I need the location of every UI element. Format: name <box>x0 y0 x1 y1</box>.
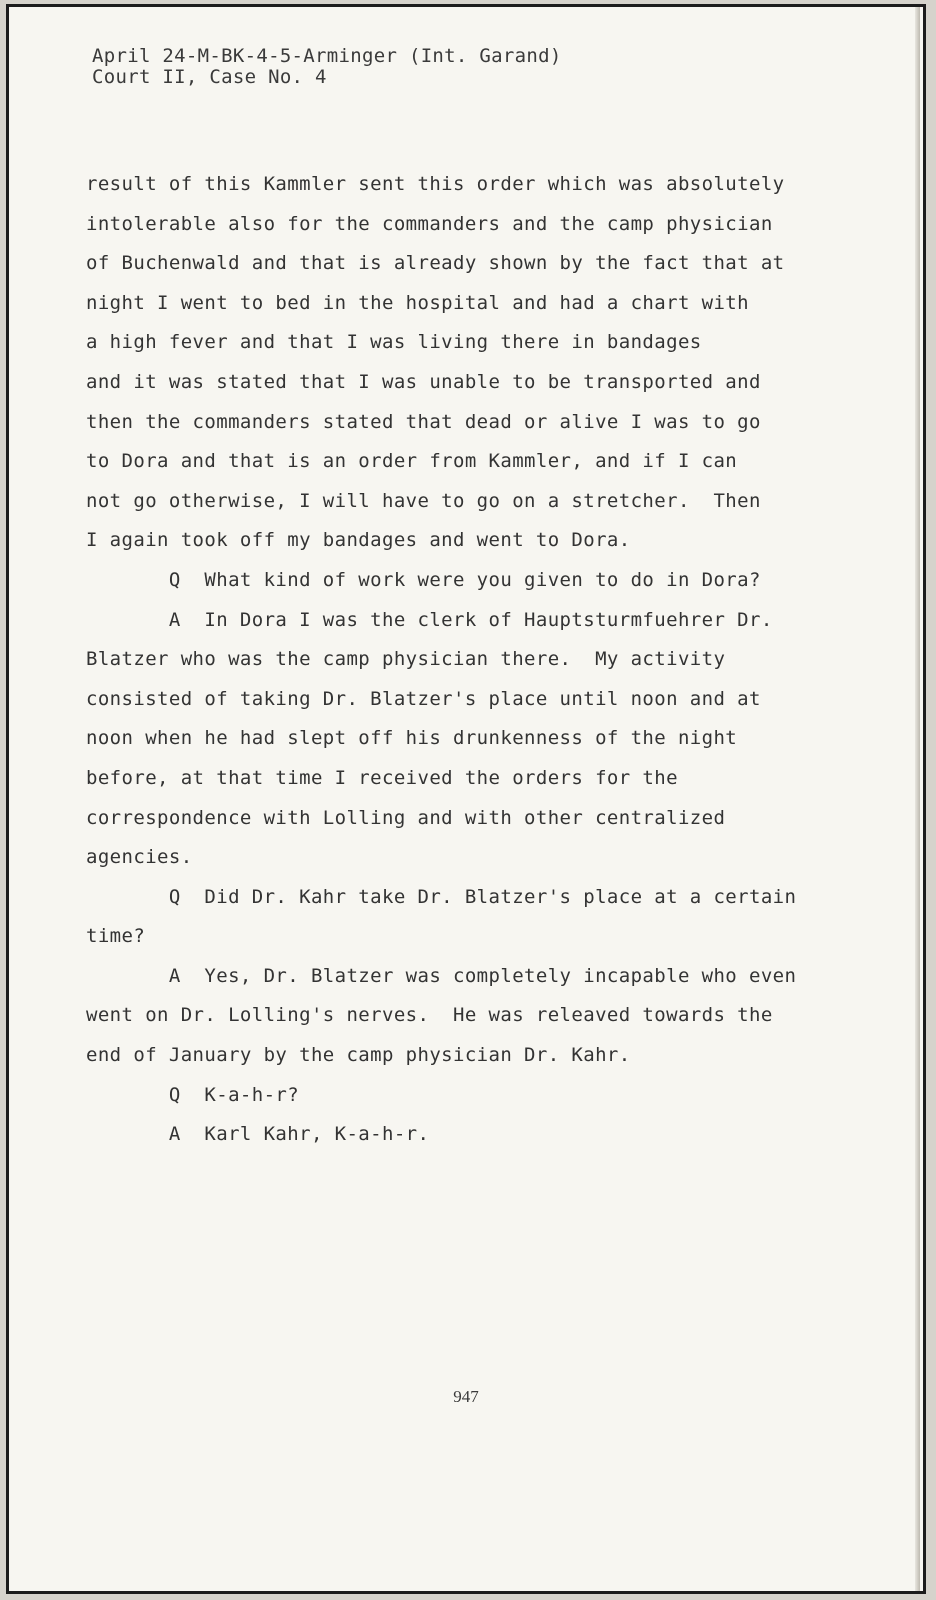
text-line: of Buchenwald and that is already shown by the fact that at <box>86 252 785 275</box>
text-line: noon when he had slept off his drunkenness of the night <box>86 727 738 750</box>
text-line: night I went to bed in the hospital and had a chart with <box>86 291 749 314</box>
text-line: consisted of taking Dr. Blatzer's place until noon and at <box>86 687 761 710</box>
text-line: I again took off my bandages and went to Dora. <box>86 529 631 552</box>
header-court-line: Court II, Case No. 4 <box>92 66 327 88</box>
text-line: result of this Kammler sent this order which was absolutely <box>86 173 785 195</box>
text-line: agencies. <box>86 846 193 869</box>
answer-line: A In Dora I was the clerk of Hauptsturmfuehrer Dr. <box>86 608 773 631</box>
question-line: Q K-a-h-r? <box>86 1083 300 1106</box>
answer-line: A Yes, Dr. Blatzer was completely incapable who even <box>86 964 797 987</box>
text-line: and it was stated that I was unable to be transported and <box>86 370 761 393</box>
document-page <box>6 4 926 1594</box>
text-line: Blatzer who was the camp physician there. My activity <box>86 648 726 671</box>
transcript-body <box>86 165 826 1155</box>
question-line: Q Did Dr. Kahr take Dr. Blatzer's place at a certain <box>86 885 797 908</box>
question-line: Q What kind of work were you given to do in Dora? <box>86 568 761 591</box>
text-line: end of January by the camp physician Dr. Kahr. <box>86 1044 631 1067</box>
text-line: before, at that time I received the orders for the <box>86 766 678 789</box>
text-line: went on Dr. Lolling's nerves. He was releaved towards the <box>86 1004 773 1027</box>
text-line: a high fever and that I was living there in bandages <box>86 331 702 354</box>
text-line: intolerable also for the commanders and the camp physician <box>86 212 773 235</box>
document-header <box>92 46 562 88</box>
text-line: time? <box>86 925 146 948</box>
header-case-line: April 24-M-BK-4-5-Arminger (Int. Garand) <box>92 45 562 67</box>
text-line: then the commanders stated that dead or alive I was to go <box>86 410 761 433</box>
text-line: to Dora and that is an order from Kammler, and if I can <box>86 450 738 473</box>
text-line: not go otherwise, I will have to go on a stretcher. Then <box>86 489 761 512</box>
answer-line: A Karl Kahr, K-a-h-r. <box>86 1123 430 1146</box>
page-number: 947 <box>453 1387 479 1406</box>
text-line: correspondence with Lolling and with other centralized <box>86 806 726 829</box>
